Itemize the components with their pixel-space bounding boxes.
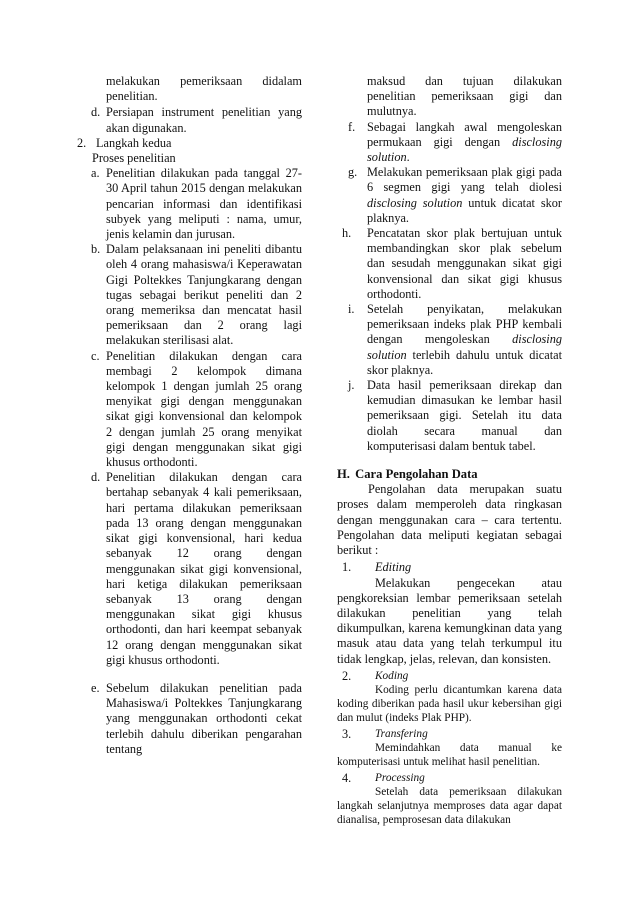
- section-title: Editing: [375, 560, 412, 575]
- item-text: Melakukan pemeriksaan plak gigi pada 6 segmen gigi yang telah diolesi disclosing solution untuk dicatat skor plaknya.: [367, 165, 562, 225]
- item-text: Pencatatan skor plak bertujuan untuk membandingkan skor plak sebelum dan sesudah menggunakan sikat gigi konvensional dan sikat gigi khusus orthodonti.: [367, 226, 562, 301]
- section-text: Setelah data pemeriksaan dilakukan langkah selanjutnya memproses data agar dapat dianalisa, pemprosesan data dilakukan: [337, 785, 562, 826]
- item-text: Penelitian dilakukan pada tanggal 27-30 April tahun 2015 dengan melakukan pencarian informasi dan identifikasi subyek yang meliputi : nama, umur, jenis kelamin dan jurusan.: [106, 166, 302, 242]
- step-2: [77, 136, 302, 151]
- item-c-continuation: melakukan pemeriksaan didalam penelitian.: [106, 74, 302, 104]
- item-text: Penelitian dilakukan dengan cara bertahap sebanyak 4 kali pemeriksaan, hari pertama dilakukan pemeriksaan pada 13 orang dengan menggunakan sikat gigi konvensional, hari kedua sebanyak 12 orang dengan menggunakan sikat gigi konvensional, hari ketiga dilakukan pemeriksaan sebanyak 13 orang dengan menggunakan sikat gigi khusus orthodonti, dan hari keempat sebanyak 12 orang dengan menggunakan sikat gigi khusus orthodonti.: [106, 470, 302, 667]
- step-marker: 2.: [77, 135, 87, 150]
- intro-paragraph: Pengolahan data merupakan suatu proses dalam memperoleh data ringkasan dengan menggunakan cara – cara tertentu. Pengolahan data meliputi kegiatan sebagai berikut :: [337, 482, 562, 558]
- item-text: Sebagai langkah awal mengoleskan permukaan gigi dengan disclosing solution.: [367, 119, 562, 165]
- list-item-j: [337, 378, 562, 454]
- section-subtitle: Proses penelitian: [92, 151, 176, 166]
- item-marker: a.: [91, 166, 100, 181]
- section-marker: 1.: [342, 560, 352, 575]
- item-text: Setelah penyikatan, melakukan pemeriksaan indeks plak PHP kembali dengan mengoleskan disclosing solution terlebih dahulu untuk dicatat skor plaknya.: [367, 302, 562, 377]
- item-text: Sebelum dilakukan penelitian pada Mahasiswa/i Poltekkes Tanjungkarang yang menggunakan orthodonti cekat terlebih dahulu diberikan pengarahan tentang: [106, 680, 302, 756]
- item-marker: b.: [91, 242, 101, 257]
- section-title: Koding: [375, 669, 409, 682]
- italic-term: disclosing solution: [367, 134, 562, 165]
- italic-term: disclosing solution: [367, 332, 562, 362]
- list-item-e: [77, 681, 302, 757]
- item-marker: h.: [342, 226, 352, 241]
- list-item-h: [337, 226, 562, 302]
- item-text: Persiapan instrument penelitian yang akan digunakan.: [106, 105, 302, 135]
- section-koding: [337, 669, 562, 683]
- item-marker: f.: [348, 119, 356, 134]
- section-text: Memindahkan data manual ke komputerisasi untuk melihat hasil penelitian.: [337, 741, 562, 768]
- list-item-d2: [77, 470, 302, 668]
- list-item-b: [77, 242, 302, 348]
- section-title: Processing: [375, 771, 425, 784]
- list-item-d: [77, 105, 302, 135]
- section-processing: [337, 771, 562, 785]
- item-marker: i.: [348, 302, 355, 317]
- section-heading: H. Cara Pengolahan Data: [337, 467, 478, 482]
- list-item-f: [337, 120, 562, 166]
- item-marker: d.: [91, 105, 101, 120]
- item-marker: d.: [91, 470, 101, 485]
- item-marker: e.: [91, 680, 100, 695]
- section-transfering: [337, 727, 562, 741]
- item-e-continuation: maksud dan tujuan dilakukan penelitian pemeriksaan gigi dan mulutnya.: [367, 74, 562, 119]
- section-text: Melakukan pengecekan atau pengkoreksian lembar pemeriksaan setelah dilakukan penelitian yang telah dikumpulkan, karena kemungkinan data yang masuk atau data yang telah terkumpul itu tidak lengkap, jelas, relevan, dan konsisten.: [337, 575, 562, 666]
- left-column: [77, 74, 302, 757]
- right-column: [337, 74, 562, 827]
- item-marker: c.: [91, 348, 100, 363]
- section-title: Transfering: [375, 727, 428, 740]
- list-item-g: [337, 165, 562, 226]
- italic-term: disclosing solution: [367, 195, 463, 210]
- item-marker: g.: [348, 165, 358, 180]
- section-text: Koding perlu dicantumkan karena data koding diberikan pada hasil ukur kebersihan gigi dan mulut (indeks Plak PHP).: [337, 683, 562, 724]
- section-editing: [337, 560, 562, 575]
- item-text: Penelitian dilakukan dengan cara membagi 2 kelompok dimana kelompok 1 dengan jumlah 25 orang menyikat gigi dengan menggunakan sikat gigi konvensional dan kelompok 2 dengan jumlah 25 orang menyikat gigi dengan menggunakan sikat gigi khusus orthodonti.: [106, 348, 302, 470]
- section-marker: 2.: [342, 668, 352, 683]
- list-item-c: [77, 349, 302, 471]
- section-marker: 3.: [342, 726, 352, 741]
- list-item-a: [77, 166, 302, 242]
- list-item-i: [337, 302, 562, 378]
- section-marker: 4.: [342, 770, 352, 785]
- item-text: Data hasil pemeriksaan direkap dan kemudian dimasukan ke lembar hasil pemeriksaan gigi. Setelah itu data diolah secara manual dan komputerisasi dalam bentuk tabel.: [367, 378, 562, 453]
- item-text: Dalam pelaksanaan ini peneliti dibantu oleh 4 orang mahasiswa/i Keperawatan Gigi Poltekkes Tanjungkarang dengan tugas sebagai berikut peneliti dan 2 orang memeriksa dan mencatat hasil pemeriksaan dan 2 orang lagi melakukan sterilisasi alat.: [106, 242, 302, 348]
- step-title: Langkah kedua: [96, 135, 172, 150]
- item-marker: j.: [348, 378, 355, 393]
